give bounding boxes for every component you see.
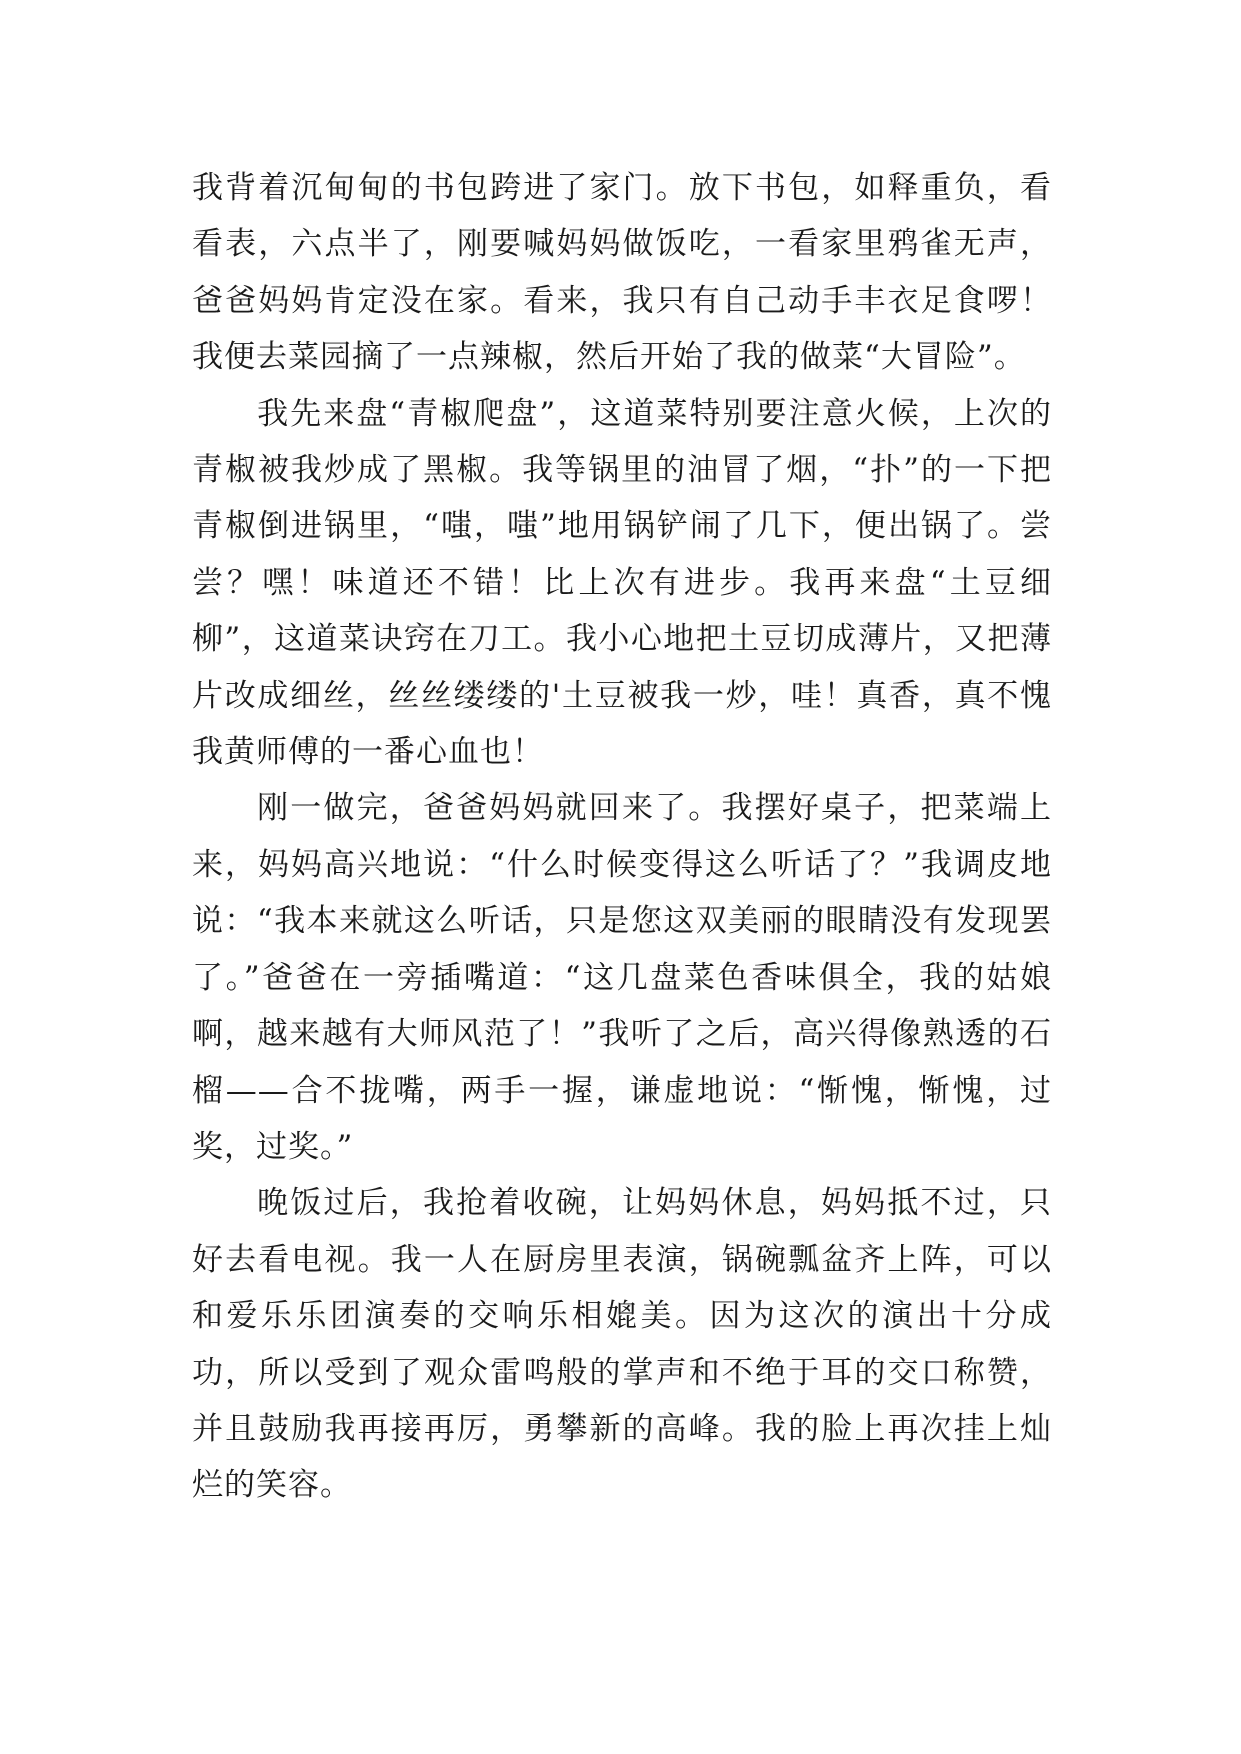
essay-body <box>192 160 1052 1514</box>
paragraph-2: 我先来盘“青椒爬盘”，这道菜特别要注意火候，上次的青椒被我炒成了黑椒。我等锅里的油冒了烟，“扑”的一下把青椒倒进锅里，“嗤，嗤”地用锅铲闹了几下，便出锅了。尝尝？嘿！味道还不错！比上次有进步。我再来盘“土豆细柳”，这道菜诀窍在刀工。我小心地把土豆切成薄片，又把薄片改成细丝，丝丝缕缕的'土豆被我一炒，哇！真香，真不愧我黄师傅的一番心血也！ <box>192 395 1052 771</box>
paragraph-1: 我背着沉甸甸的书包跨进了家门。放下书包，如释重负，看看表，六点半了，刚要喊妈妈做饭吃，一看家里鸦雀无声，爸爸妈妈肯定没在家。看来，我只有自己动手丰衣足食啰！我便去菜园摘了一点辣椒，然后开始了我的做菜“大冒险”。 <box>192 170 1052 376</box>
paragraph-3: 刚一做完，爸爸妈妈就回来了。我摆好桌子，把菜端上来，妈妈高兴地说：“什么时候变得这么听话了？”我调皮地说：“我本来就这么听话，只是您这双美丽的眼睛没有发现罢了。”爸爸在一旁插嘴道：“这几盘菜色香味俱全，我的姑娘啊，越来越有大师风范了！”我听了之后，高兴得像熟透的石榴——合不拢嘴，两手一握，谦虚地说：“惭愧，惭愧，过奖，过奖。” <box>192 790 1052 1165</box>
paragraph-4: 晚饭过后，我抢着收碗，让妈妈休息，妈妈抵不过，只好去看电视。我一人在厨房里表演，锅碗瓢盆齐上阵，可以和爱乐乐团演奏的交响乐相媲美。因为这次的演出十分成功，所以受到了观众雷鸣般的掌声和不绝于耳的交口称赞，并且鼓励我再接再厉，勇攀新的高峰。我的脸上再次挂上灿烂的笑容。 <box>192 1185 1052 1504</box>
